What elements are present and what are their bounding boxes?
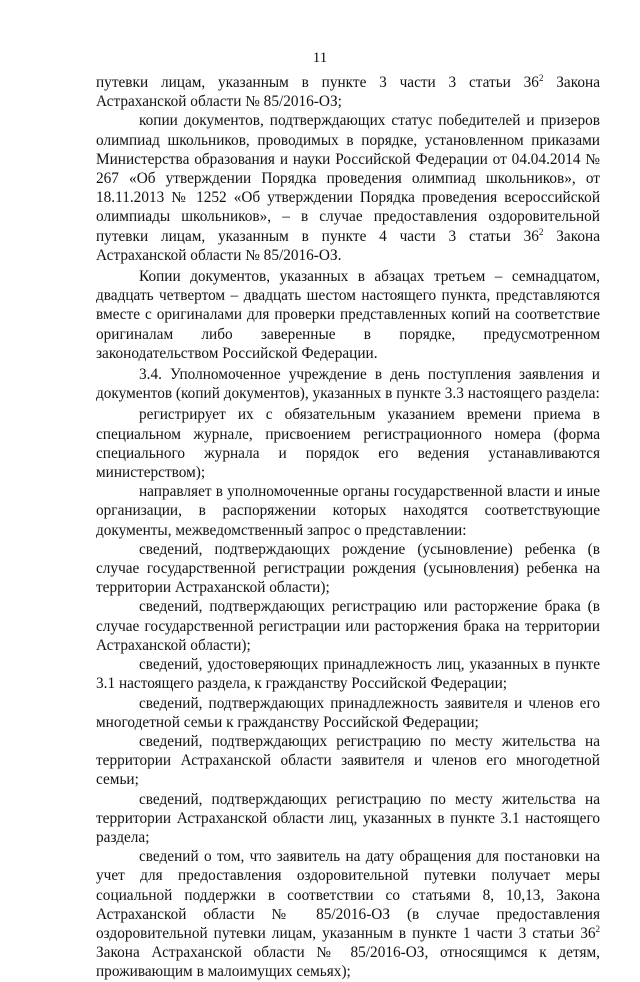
text-run: Копии документов, указанных в абзацах третьем – семнадцатом, двадцать четвертом – двадцать шестом настоящего пункта, представляются вместе с оригиналами для проверки представленных копий на соответствие оригиналам либо заверенные в порядке, предусмотренном законодательством Российской Федерации. xyxy=(96,268,600,362)
paragraph xyxy=(96,732,600,790)
text-run: сведений о том, что заявитель на дату обращения для постановки на учет для предоставления оздоровительной путевки получает меры социальной поддержки в соответствии со статьями 8, 10,13, Закона Астраханской области № 85/2016-ОЗ (в случае предоставления оздоровительной путевки лицам, указанным в пункте 1 части 3 статьи 36 xyxy=(96,848,600,942)
paragraph xyxy=(96,267,600,363)
text-run: сведений, удостоверяющих принадлежность лиц, указанных в пункте 3.1 настоящего раздела, к гражданству Российской Федерации; xyxy=(96,656,600,693)
text-run: регистрирует их с обязательным указанием времени приема в специальном журнале, присвоением регистрационного номера (форма специального журнала и порядок его ведения устанавливаются министерством); xyxy=(96,406,600,482)
page-number: 11 xyxy=(312,50,328,66)
text-run: Закона Астраханской области № 85/2016-ОЗ, относящимся к детям, проживающим в малоимущих семьях); xyxy=(96,944,600,981)
paragraph xyxy=(96,73,600,111)
text-run: 3.4. Уполномоченное учреждение в день поступления заявления и документов (копий документов), указанных в пункте 3.3 настоящего раздела: xyxy=(96,366,600,403)
document-body xyxy=(96,73,600,982)
paragraph xyxy=(96,790,600,848)
paragraph xyxy=(96,540,600,598)
superscript: 2 xyxy=(538,73,544,83)
text-run: сведений, подтверждающих регистрацию по месту жительства на территории Астраханской области лиц, указанных в пункте 3.1 настоящего раздела; xyxy=(96,790,600,846)
paragraph xyxy=(96,655,600,693)
paragraph xyxy=(96,405,600,482)
text-run: направляет в уполномоченные органы государственной власти и иные организации, в распоряжении которых находятся соответствующие документы, межведомственный запрос о представлении: xyxy=(96,483,600,539)
paragraph xyxy=(96,694,600,732)
paragraph xyxy=(96,847,600,981)
paragraph xyxy=(96,365,600,403)
text-run: сведений, подтверждающих рождение (усыновление) ребенка (в случае государственной регистрации рождения (усыновления) ребенка на территории Астраханской области); xyxy=(96,540,600,597)
text-run: путевки лицам, указанным в пункте 3 части 3 статьи 36 xyxy=(96,74,539,91)
paragraph xyxy=(96,597,600,655)
paragraph xyxy=(96,482,600,540)
text-run: копии документов, подтверждающих статус победителей и призеров олимпиад школьников, проводимых в порядке, установленном приказами Министерства образования и науки Российской Федерации от 04.04.2014 № 267 «Об утверждении Порядка проведения олимпиад школьников», от 18.11.2013 № 1252 «Об утверждении Порядка проведения всероссийской олимпиады школьников», – в случае предоставления оздоровительной путевки лицам, указанным в пункте 4 части 3 статьи 36 xyxy=(96,112,600,245)
text-run: Закона Астраханской области № 85/2016-ОЗ. xyxy=(96,227,600,264)
text-run: сведений, подтверждающих регистрацию по месту жительства на территории Астраханской области заявителя и членов его многодетной семьи; xyxy=(96,732,600,789)
superscript: 2 xyxy=(595,923,600,934)
paragraph xyxy=(96,111,600,265)
text-run: Закона Астраханской области № 85/2016-ОЗ; xyxy=(96,74,600,111)
text-run: сведений, подтверждающих регистрацию или расторжение брака (в случае государственной регистрации или расторжения брака на территории Астраханской области); xyxy=(96,598,600,654)
text-run: сведений, подтверждающих принадлежность заявителя и членов его многодетной семьи к гражданству Российской Федерации; xyxy=(96,694,600,731)
superscript: 2 xyxy=(538,226,544,237)
